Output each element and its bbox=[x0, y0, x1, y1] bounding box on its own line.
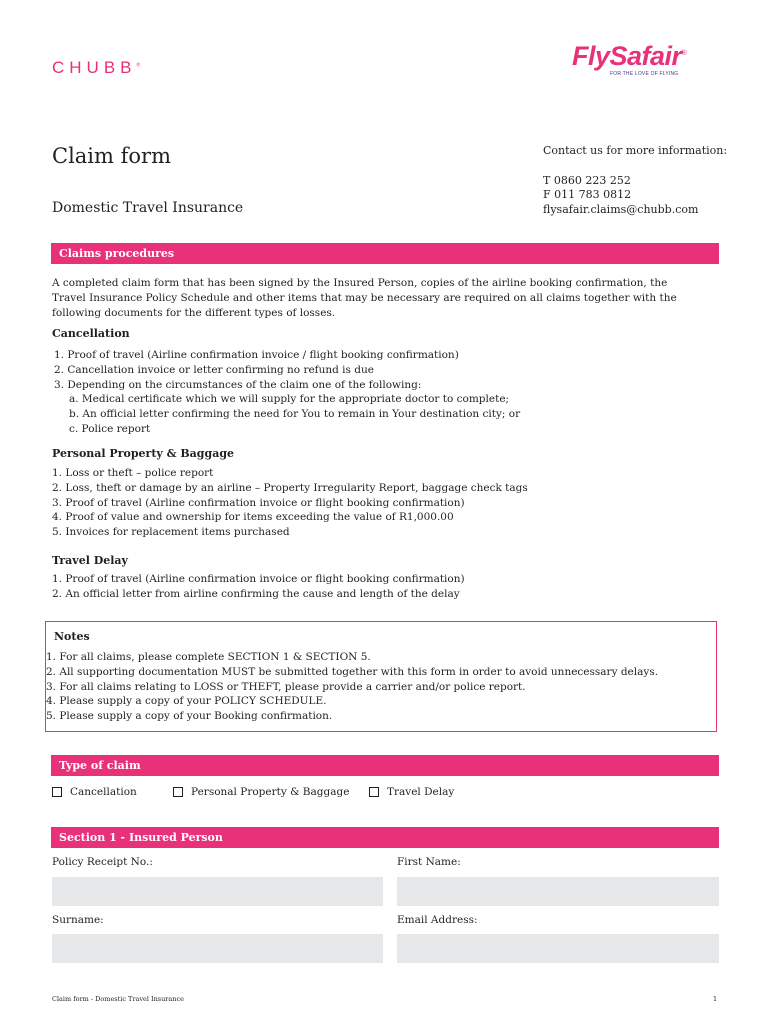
list-item: b. An official letter confirming the need for You to remain in Your destination city; or bbox=[69, 408, 521, 421]
delay-checkbox[interactable] bbox=[369, 787, 379, 797]
list-item: 2. All supporting documentation MUST be submitted together with this form in order to avoid unnecessary delays. bbox=[46, 665, 659, 678]
cancellation-checkbox-label: Cancellation bbox=[70, 786, 137, 798]
list-item: 5. Please supply a copy of your Booking confirmation. bbox=[46, 710, 333, 723]
property-checkbox-option[interactable] bbox=[173, 786, 349, 798]
notes-list bbox=[46, 650, 658, 724]
claims-intro: A completed claim form that has been signed by the Insured Person, copies of the airline booking confirmation, the Travel Insurance Policy Schedule and other items that may be necessary are required on all claims together with the following documents for the different types of losses. bbox=[52, 277, 677, 319]
list-item: 2. An official letter from airline confirming the cause and length of the delay bbox=[52, 587, 460, 600]
surname-label: Surname: bbox=[52, 914, 104, 926]
notes-heading: Notes bbox=[54, 630, 90, 643]
contact-telephone: T 0860 223 252 bbox=[543, 173, 631, 187]
notes-box bbox=[45, 621, 717, 732]
delay-list bbox=[52, 572, 465, 602]
list-item: 5. Invoices for replacement items purchased bbox=[52, 526, 290, 539]
list-item: c. Police report bbox=[69, 422, 151, 435]
list-item: 4. Please supply a copy of your POLICY SCHEDULE. bbox=[46, 695, 327, 708]
property-checkbox[interactable] bbox=[173, 787, 183, 797]
chubb-registered-mark: ® bbox=[136, 62, 141, 69]
flysafair-wordmark bbox=[572, 40, 712, 70]
list-item: 3. For all claims relating to LOSS or THEFT, please provide a carrier and/or police report. bbox=[46, 680, 526, 693]
contact-email[interactable]: flysafair.claims@chubb.com bbox=[543, 202, 699, 216]
cancellation-checkbox[interactable] bbox=[52, 787, 62, 797]
list-item: 1. Proof of travel (Airline confirmation invoice or flight booking confirmation) bbox=[52, 573, 465, 585]
flysafair-tagline: FOR THE LOVE OF FLYING bbox=[610, 71, 679, 77]
list-item: 3. Depending on the circumstances of the claim one of the following: bbox=[54, 378, 422, 391]
list-item: 1. For all claims, please complete SECTION 1 & SECTION 5. bbox=[46, 651, 371, 663]
contact-heading: Contact us for more information: bbox=[543, 144, 728, 157]
first-name-label: First Name: bbox=[397, 856, 461, 868]
contact-info bbox=[543, 144, 727, 217]
section1-bar: Section 1 - Insured Person bbox=[51, 827, 719, 848]
flysafair-registered-mark: ® bbox=[681, 50, 687, 57]
chubb-logo-text: CHUBB bbox=[52, 58, 137, 77]
delay-checkbox-option[interactable] bbox=[369, 786, 454, 798]
property-heading: Personal Property & Baggage bbox=[52, 447, 235, 460]
list-item: a. Medical certificate which we will supply for the appropriate doctor to complete; bbox=[69, 393, 510, 406]
flysafair-logo bbox=[572, 40, 712, 77]
contact-fax: F 011 783 0812 bbox=[543, 188, 632, 201]
list-item: 2. Cancellation invoice or letter confirming no refund is due bbox=[54, 363, 374, 376]
footer-document-name: Claim form - Domestic Travel Insurance bbox=[52, 995, 184, 1003]
delay-heading: Travel Delay bbox=[52, 554, 128, 567]
chubb-logo bbox=[52, 58, 140, 78]
flysafair-fly: Fly bbox=[572, 41, 610, 71]
claims-procedures-bar: Claims procedures bbox=[51, 243, 719, 264]
list-item: 3. Proof of travel (Airline confirmation invoice or flight booking confirmation) bbox=[52, 496, 465, 509]
page-title: Claim form bbox=[52, 144, 171, 168]
list-item: 2. Loss, theft or damage by an airline – Property Irregularity Report, baggage check tags bbox=[52, 481, 528, 494]
email-address-field[interactable] bbox=[397, 934, 719, 963]
email-address-label: Email Address: bbox=[397, 914, 478, 926]
cancellation-checkbox-option[interactable] bbox=[52, 786, 137, 798]
policy-receipt-label: Policy Receipt No.: bbox=[52, 856, 153, 868]
delay-checkbox-label: Travel Delay bbox=[387, 786, 455, 798]
list-item: 1. Proof of travel (Airline confirmation invoice / flight booking confirmation) bbox=[54, 349, 459, 361]
property-list bbox=[52, 466, 528, 540]
property-checkbox-label: Personal Property & Baggage bbox=[191, 786, 350, 798]
type-of-claim-bar: Type of claim bbox=[51, 755, 719, 776]
flysafair-safair: Safair bbox=[609, 41, 682, 71]
footer-page-number: 1 bbox=[713, 995, 718, 1003]
list-item: 1. Loss or theft – police report bbox=[52, 467, 214, 479]
list-item: 4. Proof of value and ownership for items exceeding the value of R1,000.00 bbox=[52, 511, 454, 524]
page-subtitle: Domestic Travel Insurance bbox=[52, 200, 244, 216]
policy-receipt-field[interactable] bbox=[52, 877, 383, 906]
surname-field[interactable] bbox=[52, 934, 383, 963]
first-name-field[interactable] bbox=[397, 877, 719, 906]
cancellation-list bbox=[54, 348, 520, 437]
cancellation-heading: Cancellation bbox=[52, 327, 130, 340]
